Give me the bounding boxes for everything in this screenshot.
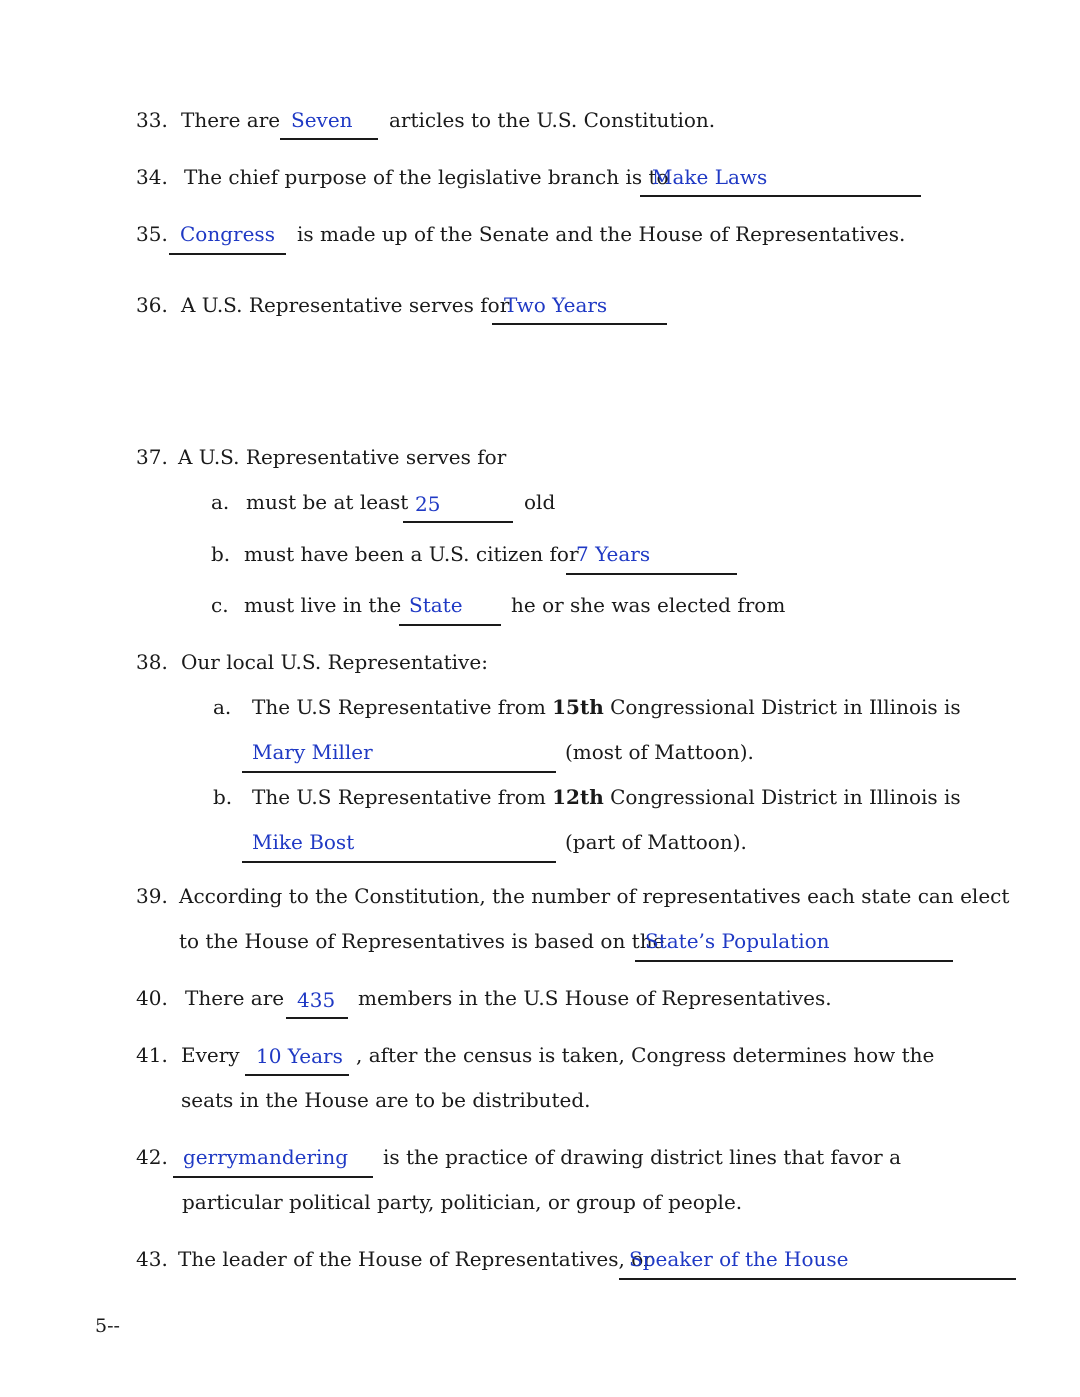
q41-answer[interactable]: 10 Years xyxy=(256,1044,343,1068)
q39-line1: According to the Constitution, the number of representatives each state can elect xyxy=(179,884,1010,908)
q38b-line xyxy=(252,785,961,809)
q40-answer[interactable]: 435 xyxy=(297,988,336,1012)
q37-text: A U.S. Representative serves for xyxy=(178,445,507,469)
q38b-note: (part of Mattoon). xyxy=(565,830,747,854)
q40-text-before: There are xyxy=(185,986,285,1010)
q41-text-before: Every xyxy=(181,1043,240,1067)
q37-number: 37. xyxy=(136,445,168,469)
q37c-answer[interactable]: State xyxy=(409,593,463,617)
q36-answer[interactable]: Two Years xyxy=(504,293,608,317)
q38b-text-pre: The U.S Representative from xyxy=(252,785,546,809)
q33-text-before: There are xyxy=(181,108,281,132)
q37a-answer[interactable]: 25 xyxy=(415,492,441,516)
q35-answer[interactable]: Congress xyxy=(180,222,275,246)
q38-number: 38. xyxy=(136,650,168,674)
q38a-text-pre: The U.S Representative from xyxy=(252,695,546,719)
q38b-text-post: Congressional District in Illinois is xyxy=(610,785,961,809)
q40-number: 40. xyxy=(136,986,168,1010)
q38b-marker: b. xyxy=(213,785,233,809)
page-number: 5-- xyxy=(95,1315,120,1337)
q40-text-after: members in the U.S House of Representatives. xyxy=(358,986,832,1010)
q43-answer-line xyxy=(619,1278,1016,1280)
q39-number: 39. xyxy=(136,884,168,908)
q37a-text-after: old xyxy=(524,490,556,514)
q34-number: 34. xyxy=(136,165,168,189)
q37c-answer-line xyxy=(399,624,501,626)
q37b-text-before: must have been a U.S. citizen for xyxy=(244,542,579,566)
q37b-answer[interactable]: 7 Years xyxy=(576,542,651,566)
q41-number: 41. xyxy=(136,1043,168,1067)
q37a-marker: a. xyxy=(211,490,230,514)
q34-text-before: The chief purpose of the legislative branch is to xyxy=(184,165,669,189)
q41-text-after: , after the census is taken, Congress determines how the xyxy=(356,1043,935,1067)
q38a-marker: a. xyxy=(213,695,232,719)
q38a-line xyxy=(252,695,961,719)
q35-number: 35. xyxy=(136,222,168,246)
q39-line2: to the House of Representatives is based on the xyxy=(179,929,665,953)
q39-answer-line xyxy=(635,960,953,962)
q42-answer[interactable]: gerrymandering xyxy=(183,1145,349,1169)
q38b-answer[interactable]: Mike Bost xyxy=(252,830,355,854)
q37c-text-before: must live in the xyxy=(244,593,402,617)
q38-text: Our local U.S. Representative: xyxy=(181,650,488,674)
q36-number: 36. xyxy=(136,293,168,317)
q38a-district: 15th xyxy=(552,695,604,719)
q33-number: 33. xyxy=(136,108,168,132)
q42-answer-line xyxy=(173,1176,373,1178)
q34-answer-line xyxy=(640,195,921,197)
q35-text-after: is made up of the Senate and the House of Representatives. xyxy=(297,222,906,246)
q42-line2: particular political party, politician, or group of people. xyxy=(182,1190,743,1214)
q42-text-after: is the practice of drawing district lines that favor a xyxy=(383,1145,902,1169)
q37b-answer-line xyxy=(566,573,737,575)
q37a-answer-line xyxy=(403,521,513,523)
q37c-marker: c. xyxy=(211,593,229,617)
q38b-answer-line xyxy=(242,861,556,863)
q33-answer-line xyxy=(280,138,378,140)
q37b-marker: b. xyxy=(211,542,231,566)
q41-line2: seats in the House are to be distributed. xyxy=(181,1088,591,1112)
q43-text-before: The leader of the House of Representatives, or xyxy=(178,1247,653,1271)
q42-number: 42. xyxy=(136,1145,168,1169)
q38b-district: 12th xyxy=(552,785,604,809)
q43-answer[interactable]: Speaker of the House xyxy=(629,1247,849,1271)
q33-text-after: articles to the U.S. Constitution. xyxy=(389,108,716,132)
q43-number: 43. xyxy=(136,1247,168,1271)
q38a-note: (most of Mattoon). xyxy=(565,740,754,764)
q41-answer-line xyxy=(245,1074,349,1076)
q39-answer[interactable]: State’s Population xyxy=(645,929,830,953)
q34-answer[interactable]: Make Laws xyxy=(652,165,768,189)
q37c-text-after: he or she was elected from xyxy=(511,593,786,617)
q36-answer-line xyxy=(492,323,667,325)
q38a-answer-line xyxy=(242,771,556,773)
q33-answer[interactable]: Seven xyxy=(291,108,353,132)
q35-answer-line xyxy=(169,253,286,255)
q40-answer-line xyxy=(286,1017,348,1019)
q38a-text-post: Congressional District in Illinois is xyxy=(610,695,961,719)
q37a-text-before: must be at least xyxy=(246,490,409,514)
q36-text-before: A U.S. Representative serves for xyxy=(181,293,510,317)
q38a-answer[interactable]: Mary Miller xyxy=(252,740,373,764)
